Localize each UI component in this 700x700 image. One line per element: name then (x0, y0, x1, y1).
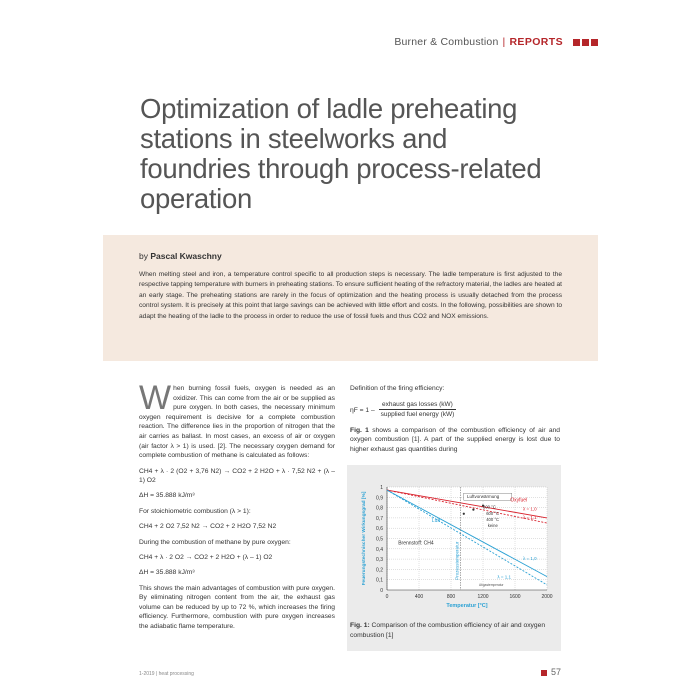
formula-lhs: ηF = 1 – (350, 406, 375, 414)
caption-text: Comparison of the combustion efficiency of air and oxygen combustion [1] (350, 622, 546, 639)
y-tick-label: 0,4 (376, 546, 383, 553)
y-tick-label: 0 (380, 588, 383, 594)
header-section: Burner & Combustion (394, 36, 499, 48)
x-tick-label: 400 (414, 594, 424, 600)
efficiency-chart (347, 465, 561, 615)
annotation-lambda-ox-10: λ = 1,0 (523, 506, 537, 512)
data-point (463, 513, 465, 515)
formula-enthalpy: ΔH = 35.888 kJ/m³ (139, 491, 195, 499)
x-tick-label: 0 (385, 594, 389, 600)
y-tick-label: 0,1 (376, 577, 383, 584)
body-paragraph: hen burning fossil fuels, oxygen is needed as an oxidizer. This can come from the air or be supplied as pure oxygen. In both cases, the necessary minimum oxygen requirement is decisive for a complete combustion reaction. The difference lies in the proportion of nitrogen that the air carries as ballast. In most cases, an excess of air or oxygen (air factor λ > 1) is used. [2]. The necessary oxygen demand for complete combustion of methane is calculated as follows: (139, 385, 335, 460)
annotation-t800: 800 °C (483, 504, 496, 510)
annotation-brennstoff: Brennstoff: CH4 (398, 540, 434, 547)
column-left (139, 379, 335, 637)
x-axis-label: Temperatur [°C] (446, 603, 488, 609)
byline-prefix: by (139, 251, 148, 261)
formula-numerator: exhaust gas losses (kW) (379, 400, 457, 411)
footer-issue: 1-2019 | heat processing (139, 671, 194, 677)
y-tick-label: 0,2 (376, 567, 383, 574)
annotation-lambda-air-11: λ = 1,1 (497, 574, 512, 580)
page-number: 57 (551, 667, 562, 677)
annotation-t600: 600 °C (486, 510, 500, 516)
formula-stoichiometric: CH4 + 2 O2 7,52 N2 → CO2 + 2 H2O 7,52 N2 (139, 523, 277, 531)
x-tick-label: 1200 (477, 594, 489, 600)
formula-denominator: supplied fuel energy (kW) (380, 411, 455, 419)
y-tick-label: 0,9 (376, 495, 383, 502)
footer-page (541, 667, 561, 677)
figure-caption (350, 621, 550, 640)
formula-oxygen-combustion: CH4 + λ · 2 O2 → CO2 + 2 H2O + (λ – 1) O2 (139, 554, 273, 562)
figure-reference: Fig. 1 (350, 426, 369, 434)
formula-air-combustion: CH4 + λ · 2 (O2 + 3,76 N2) → CO2 + 2 H2O + λ · 7,52 N2 + (λ – 1) O2 (139, 467, 335, 485)
body-paragraph: During the combustion of methane by pure oxygen: (139, 538, 291, 546)
y-tick-label: 1 (380, 485, 383, 491)
annotation-oxyfuel: Oxyfuel (510, 497, 528, 504)
author-name: Pascal Kwaschny (150, 251, 222, 261)
body-paragraph: Definition of the firing efficiency: (350, 385, 445, 392)
red-square-icon (591, 39, 598, 46)
y-tick-label: 0,7 (376, 515, 383, 522)
running-header (394, 36, 598, 48)
body-paragraph: This shows the main advantages of combustion with pure oxygen. By eliminating nitrogen content from the air, the exhaust gas volume can be reduced by up to 72 %, which increases the firing efficiency. Furthermore, combustion with pure oxygen increases the adiabatic flame temperature. (139, 584, 335, 630)
header-separator: | (502, 36, 506, 48)
column-right (350, 384, 560, 461)
header-category: REPORTS (509, 36, 563, 48)
red-square-icon (541, 670, 547, 676)
annotation-abgastemperatur: Abgastemperatur (479, 583, 504, 587)
abstract-text: When melting steel and iron, a temperature control specific to all production steps is necessary. The ladle temperature is first adjusted to the respective tapping temperature with burners in preheating stations. To ensure sufficient heating of the refractory material, the ladles are heated at an early stage. The preheating stations are rarely in the focus of optimization and the heating process is usually detached from the process control system. It is precisely at this point that large savings can be achieved with little effort and costs. In the following, possibilities are shown to adapt the heating of the ladle to the process in order to reduce the use of fossil fuels and thus CO2 and NOX emissions. (139, 271, 562, 320)
byline (139, 251, 562, 261)
abstract-box (103, 235, 598, 361)
y-tick-label: 0,3 (376, 557, 383, 564)
annotation-t400: 400 °C (486, 516, 500, 522)
annotation-luft: Luft (431, 518, 441, 525)
body-paragraph: For stoichiometric combustion (λ > 1): (139, 507, 251, 515)
annotation-keine: keine (487, 523, 498, 529)
y-tick-label: 0,5 (376, 536, 383, 543)
x-tick-label: 2000 (541, 594, 553, 600)
drop-cap: W (139, 379, 172, 417)
body-paragraph: shows a comparison of the combustion efficiency of air and oxygen combustion [1]. A part of the supplied energy is lost due to higher exhaust gas quantities during (350, 426, 560, 453)
y-axis-label: Feuerungstechnischer Wirkungsgrad [%] (362, 491, 367, 586)
annotation-prozesstemperatur: Prozesstemperatur (454, 541, 460, 580)
article-title: Optimization of ladle preheating stations in steelworks and foundries through process-related operation (140, 93, 542, 214)
data-point (472, 509, 474, 511)
y-tick-label: 0,6 (376, 526, 383, 533)
annotation-luftvorwaermung: Luftvorwärmung (467, 494, 500, 500)
y-tick-label: 0,8 (376, 505, 383, 512)
red-square-icon (573, 39, 580, 46)
x-tick-label: 800 (446, 594, 456, 600)
caption-label: Fig. 1: (350, 622, 370, 629)
efficiency-formula (350, 400, 560, 420)
formula-enthalpy: ΔH = 35.888 kJ/m³ (139, 568, 195, 576)
red-square-icon (582, 39, 589, 46)
x-tick-label: 1600 (509, 594, 521, 600)
formula-fraction (379, 400, 457, 420)
annotation-lambda-air-10: λ = 1,0 (523, 556, 537, 562)
annotation-lambda-ox-11: λ = 1,1 (523, 514, 537, 520)
